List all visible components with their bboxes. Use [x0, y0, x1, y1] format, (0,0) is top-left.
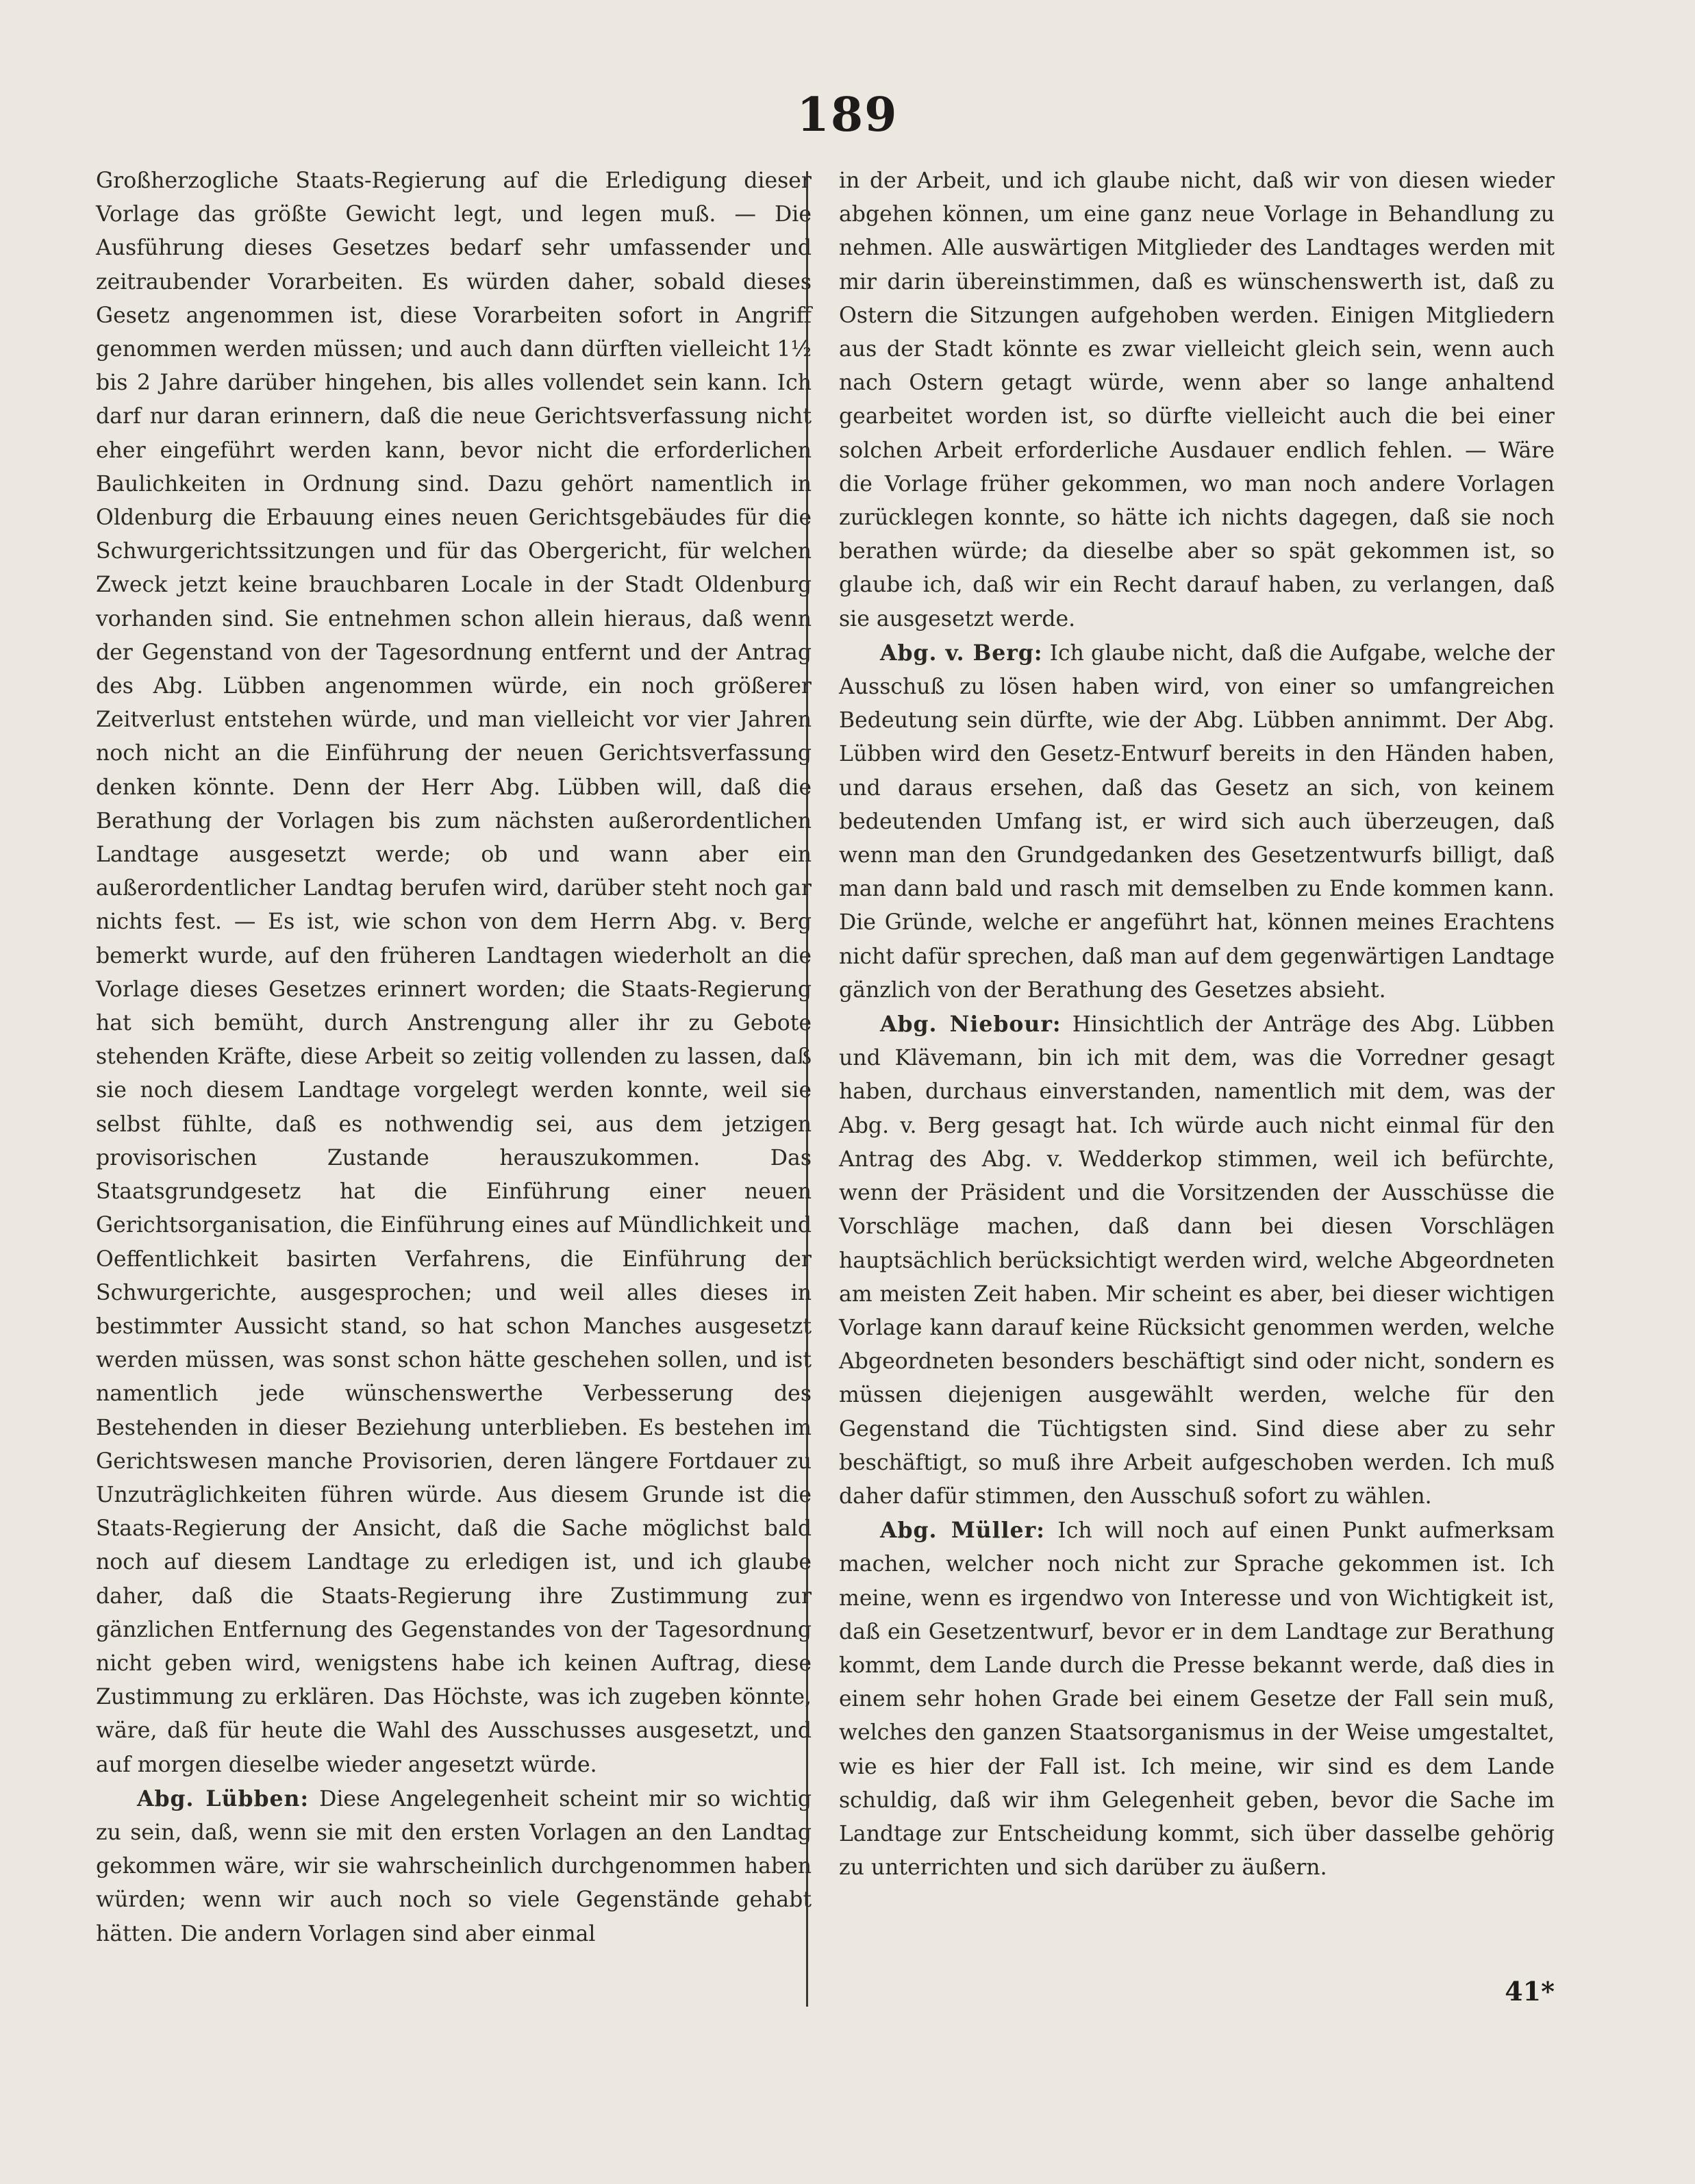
speaker-name: Abg. Lübben: — [137, 1785, 310, 1811]
page-number: 189 — [796, 88, 899, 142]
paragraph-text: Hinsichtlich der Anträge des Abg. Lübben und Klävemann, bin ich mit dem, was die Vorredner gesagt haben, durchaus einverstanden, namentlich mit dem, was der Abg. v. Berg gesagt hat. Ich würde auch nicht einmal für den Antrag des Abg. v. Wedderkop stimmen, weil ich befürchte, wenn der Präsident und die Vorsitzenden der Ausschüsse die Vorschläge machen, daß dann bei diesen Vorschlägen hauptsächlich berücksichtigt werden wird, welche Abgeordneten am meisten Zeit haben. Mir scheint es aber, bei dieser wichtigen Vorlage kann darauf keine Rücksicht genommen werden, welche Abgeordneten besonders beschäftigt sind oder nicht, sondern es müssen diejenigen ausgewählt werden, welche für den Gegenstand die Tüchtigsten sind. Sind diese aber zu sehr beschäftigt, so muß ihre Arbeit aufgeschoben werden. Ich muß daher dafür stimmen, den Ausschuß sofort zu wählen. — [839, 1012, 1555, 1509]
speaker-name: Abg. Niebour: — [880, 1012, 1062, 1038]
right-column — [839, 164, 1555, 2013]
text-columns — [96, 164, 1555, 2013]
paragraph-text: Ich glaube nicht, daß die Aufgabe, welche der Ausschuß zu lösen haben wird, von einer so umfangreichen Bedeutung sein dürfte, wie der Abg. Lübben annimmt. Der Abg. Lübben wird den Gesetz-Entwurf bereits in den Händen haben, und daraus ersehen, daß das Gesetz an sich, von keinem bedeutenden Umfang ist, er wird sich auch überzeugen, daß wenn man den Grundgedanken des Gesetzentwurfs billigt, daß man dann bald und rasch mit demselben zu Ende kommen kann. Die Gründe, welche er angeführt hat, können meines Erachtens nicht dafür sprechen, daß man auf dem gegenwärtigen Landtage gänzlich von der Berathung des Gesetzes absieht. — [839, 640, 1555, 1003]
speaker-name: Abg. Müller: — [880, 1518, 1045, 1544]
left-column — [96, 164, 812, 2013]
paragraph-text: Diese Angelegenheit scheint mir so wichtig zu sein, daß, wenn sie mit den ersten Vorlagen an den Landtag gekommen wäre, wir sie wahrscheinlich durchgenommen haben würden; wenn wir auch noch so viele Gegenstände gehabt hätten. Die andern Vorlagen sind aber einmal — [96, 1786, 812, 1946]
paragraph — [839, 1007, 1555, 1514]
paragraph — [96, 1782, 812, 1951]
paragraph-text: Ich will noch auf einen Punkt aufmerksam machen, welcher noch nicht zur Sprache gekommen ist. Ich meine, wenn es irgendwo von Interesse und von Wichtigkeit ist, daß ein Gesetzentwurf, bevor er in dem Landtage zur Berathung kommt, dem Lande durch die Presse bekannt werde, daß dies in einem sehr hohen Grade bei einem Gesetze der Fall sein muß, welches den ganzen Staatsorganismus in der Weise umgestaltet, wie es hier der Fall ist. Ich meine, wir sind es dem Lande schuldig, daß wir ihm Gelegenheit geben, bevor die Sache im Landtage zur Entscheidung kommt, sich über dasselbe gehörig zu unterrichten und sich darüber zu äußern. — [839, 1518, 1555, 1881]
paragraph — [839, 1514, 1555, 1885]
paragraph: in der Arbeit, und ich glaube nicht, daß wir von diesen wieder abgehen können, um eine ganz neue Vorlage in Behandlung zu nehmen. Alle auswärtigen Mitglieder des Landtages werden mit mir darin übereinstimmen, daß es wünschenswerth ist, daß zu Ostern die Sitzungen aufgehoben werden. Einigen Mitgliedern aus der Stadt könnte es zwar vielleicht gleich sein, wenn auch nach Ostern getagt würde, wenn aber so lange anhaltend gearbeitet worden ist, so dürfte vielleicht auch die bei einer solchen Arbeit erforderliche Ausdauer endlich fehlen. — Wäre die Vorlage früher gekommen, wo man noch andere Vorlagen zurücklegen konnte, so hätte ich nichts dagegen, daß sie noch berathen würde; da dieselbe aber so spät gekommen ist, so glaube ich, daß wir ein Recht darauf haben, zu verlangen, daß sie ausgesetzt werde. — [839, 168, 1555, 631]
signature-mark: 41* — [1505, 1976, 1555, 2007]
speaker-name: Abg. v. Berg: — [880, 640, 1043, 666]
paragraph — [839, 636, 1555, 1007]
paragraph: Großherzogliche Staats-Regierung auf die Erledigung dieser Vorlage das größte Gewicht legt, und legen muß. — Die Ausführung dieses Gesetzes bedarf sehr umfassender und zeitraubender Vorarbeiten. Es würden daher, sobald dieses Gesetz angenommen ist, diese Vorarbeiten sofort in Angriff genommen werden müssen; und auch dann dürften vielleicht 1½ bis 2 Jahre darüber hingehen, bis alles vollendet sein kann. Ich darf nur daran erinnern, daß die neue Gerichtsverfassung nicht eher eingeführt werden kann, bevor nicht die erforderlichen Baulichkeiten in Ordnung sind. Dazu gehört namentlich in Oldenburg die Erbauung eines neuen Gerichtsgebäudes für die Schwurgerichtssitzungen und für das Obergericht, für welchen Zweck jetzt keine brauchbaren Locale in der Stadt Oldenburg vorhanden sind. Sie entnehmen schon allein hieraus, daß wenn der Gegenstand von der Tagesordnung entfernt und der Antrag des Abg. Lübben angenommen würde, ein noch größerer Zeitverlust entstehen würde, und man vielleicht vor vier Jahren noch nicht an die Einführung der neuen Gerichtsverfassung denken könnte. Denn der Herr Abg. Lübben will, daß die Berathung der Vorlagen bis zum nächsten außerordentlichen Landtage ausgesetzt werde; ob und wann aber ein außerordentlicher Landtag berufen wird, darüber steht noch gar nichts fest. — Es ist, wie schon von dem Herrn Abg. v. Berg bemerkt wurde, auf den früheren Landtagen wiederholt an die Vorlage dieses Gesetzes erinnert worden; die Staats-Regierung hat sich bemüht, durch Anstrengung aller ihr zu Gebote stehenden Kräfte, diese Arbeit so zeitig vollenden zu lassen, daß sie noch diesem Landtage vorgelegt werden konnte, weil sie selbst fühlte, daß es nothwendig sei, aus dem jetzigen provisorischen Zustande herauszukommen. Das Staatsgrundgesetz hat die Einführung einer neuen Gerichtsorganisation, die Einführung eines auf Mündlichkeit und Oeffentlichkeit basirten Verfahrens, die Einführung der Schwurgerichte, ausgesprochen; und weil alles dieses in bestimmter Aussicht stand, so hat schon Manches ausgesetzt werden müssen, was sonst schon hätte geschehen sollen, und ist namentlich jede wünschenswerthe Verbesserung des Bestehenden in dieser Beziehung unterblieben. Es bestehen im Gerichtswesen manche Provisorien, deren längere Fortdauer zu Unzuträglichkeiten führen würde. Aus diesem Grunde ist die Staats-Regierung der Ansicht, daß die Sache möglichst bald noch auf diesem Landtage zu erledigen ist, und ich glaube daher, daß die Staats-Regierung ihre Zustimmung zur gänzlichen Entfernung des Gegenstandes von der Tagesordnung nicht geben wird, wenigstens habe ich keinen Auftrag, diese Zustimmung zu erklären. Das Höchste, was ich zugeben könnte, wäre, daß für heute die Wahl des Ausschusses ausgesetzt, und auf morgen dieselbe wieder angesetzt würde. — [96, 168, 812, 1777]
